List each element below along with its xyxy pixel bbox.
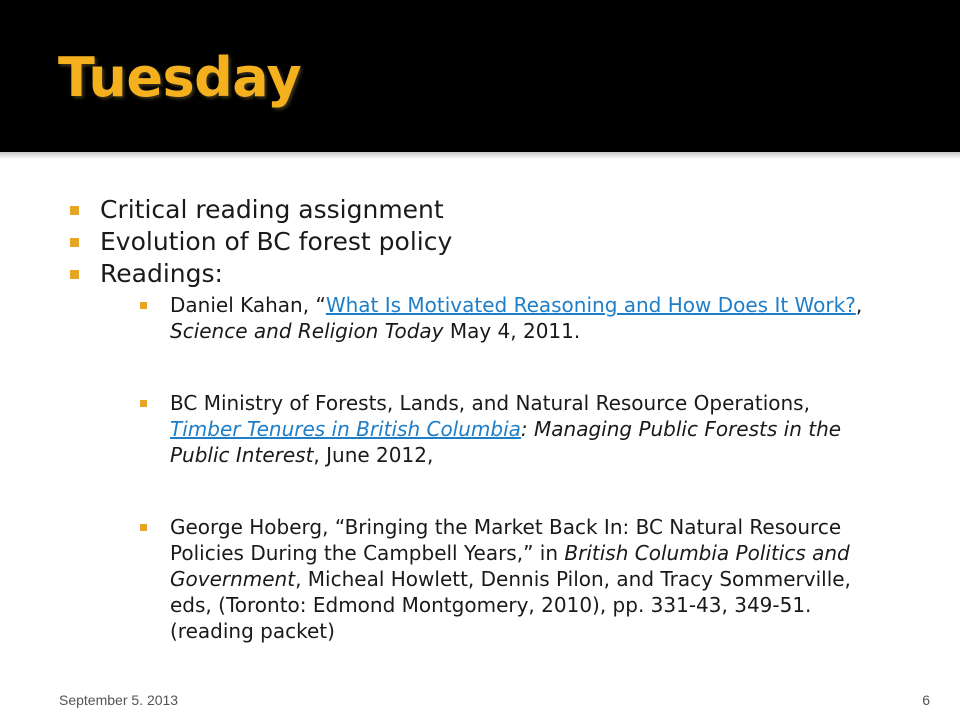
bullet-square-icon <box>70 206 79 215</box>
sub-bullet-square-icon <box>140 400 147 407</box>
bullet-item <box>70 226 890 258</box>
reading-italic: : Managing Public Forests in the Public Interest <box>170 417 842 467</box>
reading-text: Daniel Kahan, “ <box>170 293 326 317</box>
bullet-list <box>70 194 890 644</box>
footer-date: September 5. 2013 <box>59 692 179 708</box>
bullet-text: Critical reading assignment <box>100 195 444 224</box>
reading-item <box>138 514 885 644</box>
reading-italic: British Columbia Politics and Government <box>170 541 850 591</box>
sub-bullet-square-icon <box>140 524 147 531</box>
readings-list <box>100 292 890 644</box>
reading-text: May 4, 2011. <box>443 319 581 343</box>
slide-number: 6 <box>922 692 930 708</box>
reading-link[interactable]: What Is Motivated Reasoning and How Does It Work? <box>325 293 856 317</box>
reading-text: , Micheal Howlett, Dennis Pilon, and Tracy Sommerville, eds, (Toronto: Edmond Montgomery, 2010), pp. 331-43, 349-51. (reading packet) <box>170 567 851 643</box>
bullet-text: Readings: <box>100 259 223 288</box>
title-band <box>0 0 960 152</box>
bullet-item <box>70 258 890 644</box>
reading-text: , <box>855 293 863 317</box>
reading-link[interactable]: Timber Tenures in British Columbia <box>170 417 521 441</box>
bullet-square-icon <box>70 270 79 279</box>
sub-bullet-square-icon <box>140 302 147 309</box>
slide-content <box>0 158 960 720</box>
slide-title: Tuesday <box>58 46 302 109</box>
reading-text: , June 2012, <box>313 443 434 467</box>
reading-item <box>138 390 885 468</box>
reading-item <box>138 292 885 344</box>
reading-italic: Science and Religion Today <box>170 319 444 343</box>
bullet-item <box>70 194 890 226</box>
bullet-square-icon <box>70 238 79 247</box>
reading-text: George Hoberg, “Bringing the Market Back In: BC Natural Resource Policies During the Campbell Years,” in <box>170 515 842 565</box>
reading-text: BC Ministry of Forests, Lands, and Natural Resource Operations, <box>170 391 810 415</box>
bullet-text: Evolution of BC forest policy <box>100 227 453 256</box>
